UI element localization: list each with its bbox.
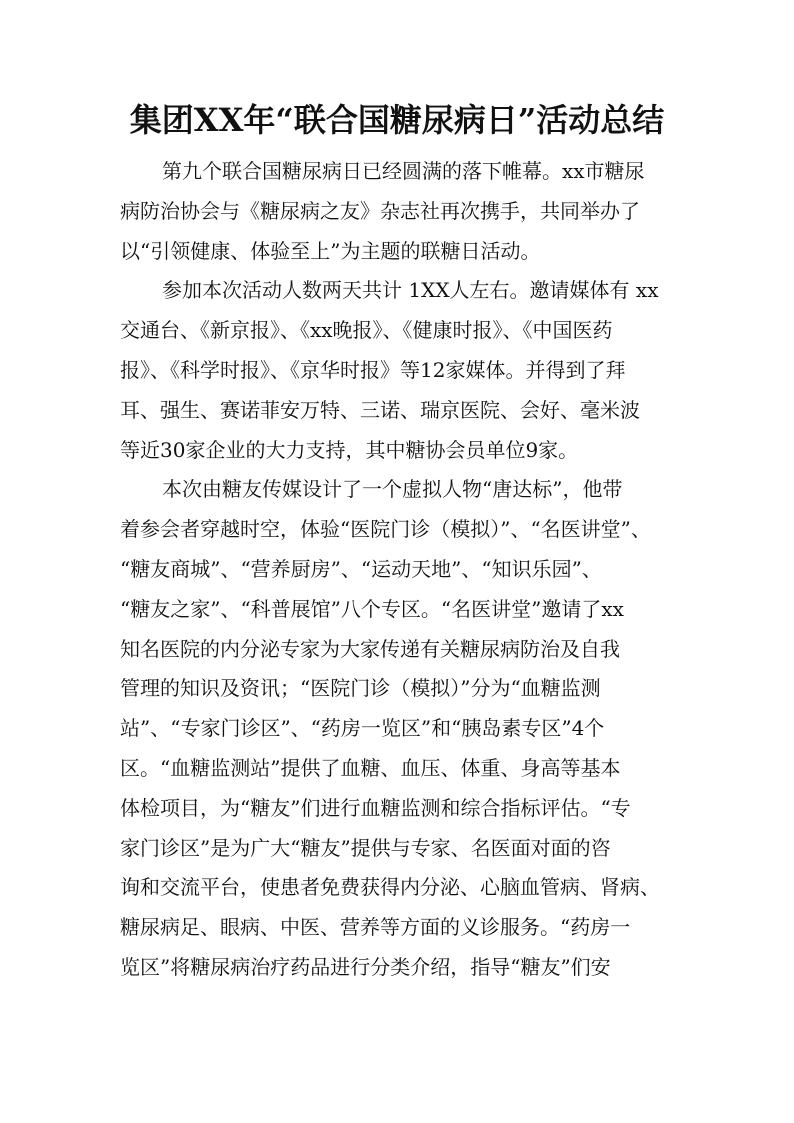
paragraph-3-line-8: 区。“血糖监测站”提供了血糖、血压、体重、身高等基本	[120, 755, 621, 780]
paragraph-3-line-2: 着参会者穿越时空，体验“医院门诊（模拟）”、“名医讲堂”、	[120, 517, 651, 542]
paragraph-1-line-2: 病防治协会与《糖尿病之友》杂志社再次携手，共同举办了	[120, 198, 640, 223]
paragraph-3-line-1: 本次由糖友传媒设计了一个虚拟人物“唐达标”，他带	[162, 477, 623, 502]
paragraph-3-line-12: 糖尿病足、眼病、中医、营养等方面的义诊服务。“药房一	[120, 915, 631, 940]
paragraph-3-line-6: 管理的知识及资讯；“医院门诊（模拟）”分为“血糖监测	[120, 676, 601, 701]
paragraph-3-line-11: 询和交流平台，使患者免费获得内分泌、心脑血管病、肾病、	[120, 875, 660, 900]
paragraph-3-line-9: 体检项目，为“糖友”们进行血糖监测和综合指标评估。“专	[120, 795, 631, 820]
paragraph-3-line-7: 站”、“专家门诊区”、“药房一览区”和“胰岛素专区”4个	[120, 716, 605, 741]
paragraph-2-line-2: 交通台、《新京报》、《xx晚报》、《健康时报》、《中国医药	[120, 318, 613, 343]
paragraph-1-line-3: 以“引领健康、体验至上”为主题的联糖日活动。	[120, 238, 541, 263]
document-body	[120, 152, 680, 988]
paragraph-3-line-5: 知名医院的内分泌专家为大家传递有关糖尿病防治及自我	[120, 636, 620, 661]
paragraph-3-line-4: “糖友之家”、“科普展馆”八个专区。“名医讲堂”邀请了xx	[120, 596, 624, 621]
paragraph-3-line-3: “糖友商城”、“营养厨房”、“运动天地”、“知识乐园”、	[120, 556, 602, 581]
paragraph-2-line-4: 耳、强生、赛诺菲安万特、三诺、瑞京医院、会好、毫米波	[120, 397, 640, 422]
paragraph-2-line-3: 报》、《科学时报》、《京华时报》等12家媒体。并得到了拜	[120, 357, 626, 382]
paragraph-2-line-1: 参加本次活动人数两天共计 1XX人左右。邀请媒体有 xx	[162, 278, 659, 303]
paragraph-3-line-13: 览区”将糖尿病治疗药品进行分类介绍，指导“糖友”们安	[120, 954, 611, 979]
document-title: 集团XX年“联合国糖尿病日”活动总结	[129, 101, 665, 139]
paragraph-3-line-10: 家门诊区”是为广大“糖友”提供与专家、名医面对面的咨	[120, 835, 611, 860]
paragraph-2-line-5: 等近30家企业的大力支持，其中糖协会员单位9家。	[120, 437, 579, 462]
paragraph-1-line-1: 第九个联合国糖尿病日已经圆满的落下帷幕。xx市糖尿	[162, 159, 645, 183]
